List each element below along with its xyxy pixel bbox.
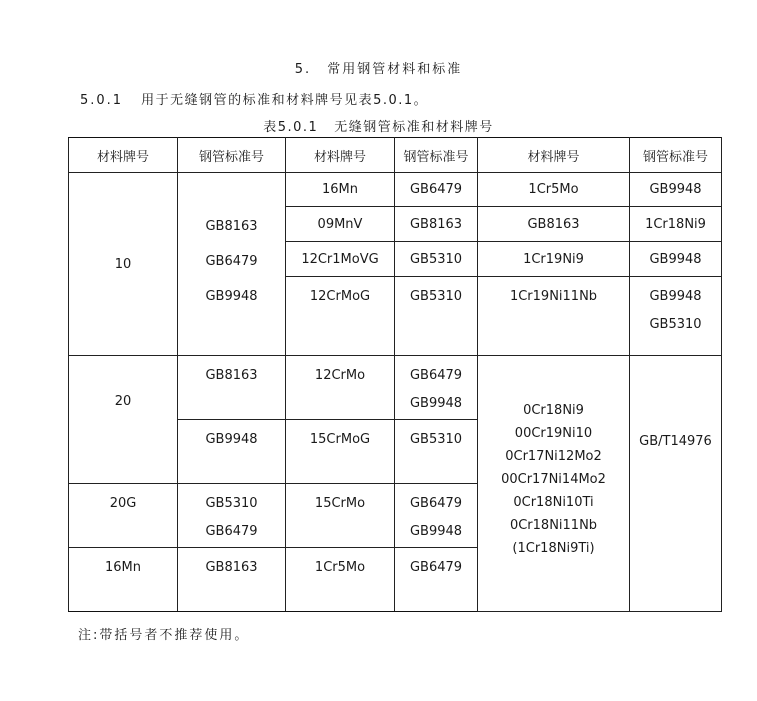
standard-cell: GB9948 bbox=[630, 242, 722, 277]
intro-paragraph bbox=[80, 89, 428, 108]
table-header-row bbox=[69, 138, 722, 173]
header-cell: 钢管标准号 bbox=[630, 138, 722, 173]
standard-cell: GB8163 GB6479 GB9948 bbox=[178, 173, 286, 356]
table-caption-text: 无缝钢管标准和材料牌号 bbox=[334, 120, 494, 135]
header-cell: 钢管标准号 bbox=[395, 138, 478, 173]
header-cell: 材料牌号 bbox=[69, 138, 178, 173]
standard-cell: GB5310 bbox=[395, 277, 478, 356]
material-cell: 1Cr5Mo bbox=[478, 173, 630, 207]
stainless-material: 0Cr17Ni12Mo2 bbox=[505, 449, 602, 464]
standard-cell: GB8163 bbox=[178, 548, 286, 612]
standard-cell: GB6479 GB9948 bbox=[395, 356, 478, 420]
material-cell: 15CrMo bbox=[286, 484, 395, 548]
section-heading bbox=[0, 58, 757, 77]
table-caption-number: 表5.0.1 bbox=[263, 120, 319, 135]
material-cell: 1Cr19Ni11Nb bbox=[478, 277, 630, 356]
stainless-material: 00Cr17Ni14Mo2 bbox=[501, 472, 606, 487]
stainless-material: 00Cr19Ni10 bbox=[514, 426, 593, 441]
stainless-material: (1Cr18Ni9Ti) bbox=[512, 541, 595, 556]
standard-cell: GB5310 bbox=[395, 242, 478, 277]
header-cell: 材料牌号 bbox=[478, 138, 630, 173]
material-cell: 10 bbox=[69, 173, 178, 356]
header-cell: 材料牌号 bbox=[286, 138, 395, 173]
standard-cell: GB6479 bbox=[395, 548, 478, 612]
standard-cell: GB6479 GB9948 bbox=[395, 484, 478, 548]
stainless-material: 0Cr18Ni10Ti bbox=[513, 495, 594, 510]
header-cell: 钢管标准号 bbox=[178, 138, 286, 173]
table-note: 注:带括号者不推荐使用。 bbox=[78, 628, 250, 643]
material-cell: 1Cr5Mo bbox=[286, 548, 395, 612]
standard-cell: GB5310 bbox=[395, 420, 478, 484]
table-row bbox=[69, 356, 722, 420]
standard-cell: GB8163 bbox=[178, 356, 286, 420]
standard-cell: GB9948 bbox=[630, 173, 722, 207]
stainless-materials-cell bbox=[478, 356, 630, 612]
stainless-material: 0Cr18Ni9 bbox=[523, 403, 584, 418]
section-number: 5. bbox=[294, 62, 312, 77]
section-title: 常用钢管材料和标准 bbox=[327, 62, 463, 77]
material-cell: 20G bbox=[69, 484, 178, 548]
material-cell: 12Cr1MoVG bbox=[286, 242, 395, 277]
material-cell: 12CrMo bbox=[286, 356, 395, 420]
material-cell: 09MnV bbox=[286, 207, 395, 242]
standard-cell: GB8163 bbox=[395, 207, 478, 242]
standard-cell: GB5310 GB6479 bbox=[178, 484, 286, 548]
material-cell: 12CrMoG bbox=[286, 277, 395, 356]
material-cell: 16Mn bbox=[286, 173, 395, 207]
material-cell: 15CrMoG bbox=[286, 420, 395, 484]
table-caption bbox=[0, 116, 757, 135]
intro-number: 5.0.1 bbox=[80, 93, 124, 108]
stainless-standard-cell: GB/T14976 bbox=[630, 356, 722, 612]
material-cell: 20 bbox=[69, 356, 178, 484]
steel-pipe-standards-table bbox=[68, 137, 722, 612]
standard-cell: GB6479 bbox=[395, 173, 478, 207]
standard-cell: GB9948 bbox=[178, 420, 286, 484]
standard-cell: 1Cr18Ni9 bbox=[630, 207, 722, 242]
standard-cell: GB9948 GB5310 bbox=[630, 277, 722, 356]
material-cell: 1Cr19Ni9 bbox=[478, 242, 630, 277]
table-row bbox=[69, 173, 722, 207]
stainless-material: 0Cr18Ni11Nb bbox=[509, 518, 598, 533]
material-cell: 16Mn bbox=[69, 548, 178, 612]
intro-text: 用于无缝钢管的标准和材料牌号见表5.0.1。 bbox=[141, 93, 429, 108]
material-cell: GB8163 bbox=[478, 207, 630, 242]
